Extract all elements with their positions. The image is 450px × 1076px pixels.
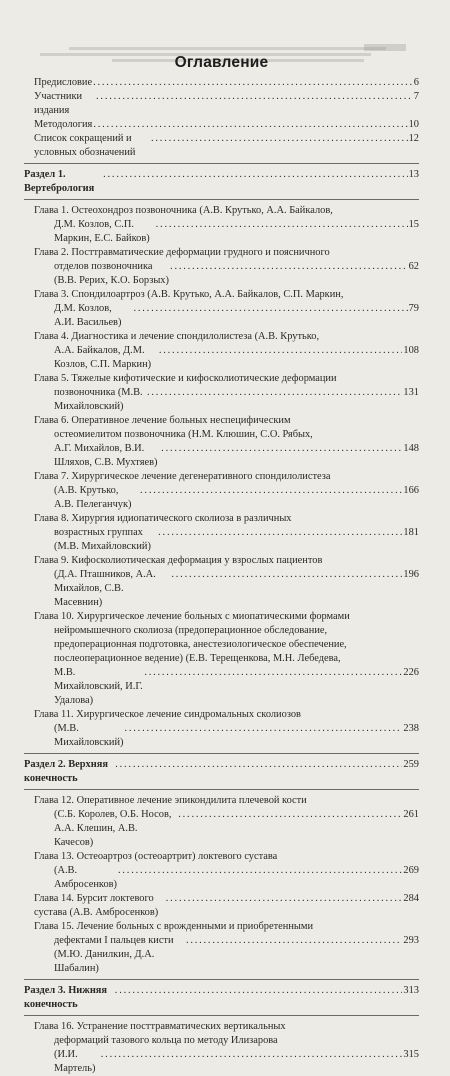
chapter-line: Глава 14. Бурсит локтевого сустава (А.В. Амбросенков)	[34, 893, 159, 918]
toc-page-number: 293	[403, 935, 419, 946]
chapter-line: М.В. Михайловский, И.Г. Удалова)	[54, 667, 143, 706]
toc-page-number: 284	[403, 893, 419, 904]
chapter-line: Глава 9. Кифосколиотическая деформация у взрослых пациентов	[34, 555, 323, 566]
toc-entry-methodology[interactable]	[24, 118, 419, 132]
chapter-line: возрастных группах (М.В. Михайловский)	[54, 527, 151, 552]
chapter-line: (А.В. Амбросенков)	[54, 865, 118, 890]
toc-page-number: 10	[408, 119, 419, 130]
toc-page-number: 196	[403, 569, 419, 580]
chapter-line: Д.М. Козлов, С.П. Маркин, Е.С. Байков)	[54, 219, 150, 244]
chapter-entry[interactable]	[24, 850, 419, 892]
toc-entry-contributors[interactable]	[24, 90, 419, 118]
toc-entry-abbreviations[interactable]	[24, 132, 419, 160]
toc-page-number: 15	[408, 219, 419, 230]
section-title: Раздел 1. Вертебрология	[24, 169, 95, 194]
toc-page-number: 148	[403, 443, 419, 454]
chapter-line: (Д.А. Пташников, А.А. Михайлов, С.В. Масевнин)	[54, 569, 156, 608]
section-heading[interactable]	[24, 168, 419, 196]
chapter-line: предоперационная подготовка, анестезиологическое обеспечение,	[54, 639, 347, 650]
chapter-entry[interactable]	[24, 512, 419, 554]
chapter-entry[interactable]	[24, 330, 419, 372]
chapter-entry[interactable]	[24, 708, 419, 750]
chapter-line: (С.Б. Королев, О.Б. Носов, А.А. Клешин, А.В. Качесов)	[54, 809, 172, 848]
chapter-line: А.Г. Михайлов, В.И. Шляхов, С.В. Мухтяев)	[54, 443, 158, 468]
chapter-line: послеоперационное ведение) (Е.В. Терещенкова, М.Н. Лебедева,	[54, 653, 341, 664]
divider	[24, 753, 419, 754]
chapter-line: позвоночника (М.В. Михайловский)	[54, 387, 143, 412]
divider	[24, 1015, 419, 1016]
chapter-line: Глава 13. Остеоартроз (остеоартрит) локтевого сустава	[34, 851, 278, 862]
chapter-entry[interactable]	[24, 372, 419, 414]
chapter-entry[interactable]	[24, 204, 419, 246]
chapter-line: Глава 7. Хирургическое лечение дегенеративного спондилолистеза	[34, 471, 331, 482]
chapter-line: деформаций тазового кольца по методу Илизарова	[54, 1035, 278, 1046]
bleed-through-mark	[364, 44, 406, 51]
chapter-entry[interactable]	[24, 892, 419, 920]
toc-page-number: 269	[403, 865, 419, 876]
toc-page-number: 12	[408, 133, 419, 144]
divider	[24, 199, 419, 200]
chapter-line: Д.М. Козлов, А.И. Васильев)	[54, 303, 122, 328]
section-heading[interactable]	[24, 758, 419, 786]
chapter-entry[interactable]	[24, 920, 419, 976]
chapter-line: Глава 10. Хирургическое лечение больных с миопатическими формами	[34, 611, 350, 622]
toc-page-number: 6	[413, 77, 419, 88]
chapter-line: Глава 6. Оперативное лечение больных неспецифическим	[34, 415, 291, 426]
chapter-line: Глава 16. Устранение посттравматических вертикальных	[34, 1021, 286, 1032]
page-title: Оглавление	[174, 54, 269, 71]
toc-page-number: 108	[403, 345, 419, 356]
chapter-line: А.А. Байкалов, Д.М. Козлов, С.П. Маркин)	[54, 345, 152, 370]
chapter-line: (И.И. Мартель)	[54, 1049, 96, 1074]
chapter-entry[interactable]	[24, 414, 419, 470]
toc-page-number: 261	[403, 809, 419, 820]
chapter-entry[interactable]	[24, 794, 419, 850]
toc-entry-label: Участники издания	[34, 91, 83, 116]
front-matter-list	[24, 76, 419, 160]
toc-entry-label: Методология	[34, 119, 93, 130]
section-heading[interactable]	[24, 984, 419, 1012]
chapter-line: Глава 1. Остеохондроз позвоночника (А.В. Крутько, А.А. Байкалов,	[34, 205, 333, 216]
chapter-entry[interactable]	[24, 610, 419, 708]
divider	[24, 163, 419, 164]
toc-page-number: 79	[408, 303, 419, 314]
chapter-entry[interactable]	[24, 246, 419, 288]
chapter-line: отделов позвоночника (В.В. Рерих, К.О. Борзых)	[54, 261, 169, 286]
divider	[24, 979, 419, 980]
toc-page-number: 313	[403, 985, 419, 996]
divider	[24, 789, 419, 790]
toc-page-number: 259	[403, 759, 419, 770]
chapter-line: (М.В. Михайловский)	[54, 723, 124, 748]
chapter-line: остеомиелитом позвоночника (Н.М. Клюшин, С.О. Рябых,	[54, 429, 313, 440]
section-title: Раздел 2. Верхняя конечность	[24, 759, 108, 784]
toc-page-number: 7	[413, 91, 419, 102]
toc-page-number: 131	[403, 387, 419, 398]
chapter-line: нейромышечного сколиоза (предоперационное обследование,	[54, 625, 328, 636]
chapter-entry[interactable]	[24, 470, 419, 512]
toc-entry-preface[interactable]	[24, 76, 419, 90]
chapter-entry[interactable]	[24, 288, 419, 330]
chapter-line: Глава 3. Спондилоартроз (А.В. Крутько, А.А. Байкалов, С.П. Маркин,	[34, 289, 344, 300]
toc-page-number: 181	[403, 527, 419, 538]
toc-page	[24, 56, 419, 1076]
chapter-line: Глава 5. Тяжелые кифотические и кифосколиотические деформации	[34, 373, 337, 384]
chapter-line: Глава 8. Хирургия идиопатического сколиоза в различных	[34, 513, 292, 524]
chapter-line: Глава 15. Лечение больных с врожденными и приобретенными	[34, 921, 314, 932]
toc-page-number: 166	[403, 485, 419, 496]
toc-page-number: 62	[408, 261, 419, 272]
chapter-line: Глава 2. Посттравматические деформации грудного и поясничного	[34, 247, 330, 258]
section-title: Раздел 3. Нижняя конечность	[24, 985, 108, 1010]
chapter-line: Глава 4. Диагностика и лечение спондилолистеза (А.В. Крутько,	[34, 331, 320, 342]
chapter-entry[interactable]	[24, 1020, 419, 1076]
toc-page-number: 226	[403, 667, 419, 678]
chapter-line: (А.В. Крутько, А.В. Пелеганчук)	[54, 485, 132, 510]
chapter-line: дефектами I пальцев кисти (М.Ю. Данилкин, Д.А. Шабалин)	[54, 935, 174, 974]
chapter-entry[interactable]	[24, 554, 419, 610]
chapter-line: Глава 11. Хирургическое лечение синдромальных сколиозов	[34, 709, 301, 720]
chapter-line: Глава 12. Оперативное лечение эпикондилита плечевой кости	[34, 795, 307, 806]
toc-entry-label: Предисловие	[34, 77, 93, 88]
toc-page-number: 238	[403, 723, 419, 734]
toc-page-number: 315	[403, 1049, 419, 1060]
toc-page-number: 13	[408, 169, 419, 180]
toc-entry-label: Список сокращений и условных обозначений	[34, 133, 136, 158]
